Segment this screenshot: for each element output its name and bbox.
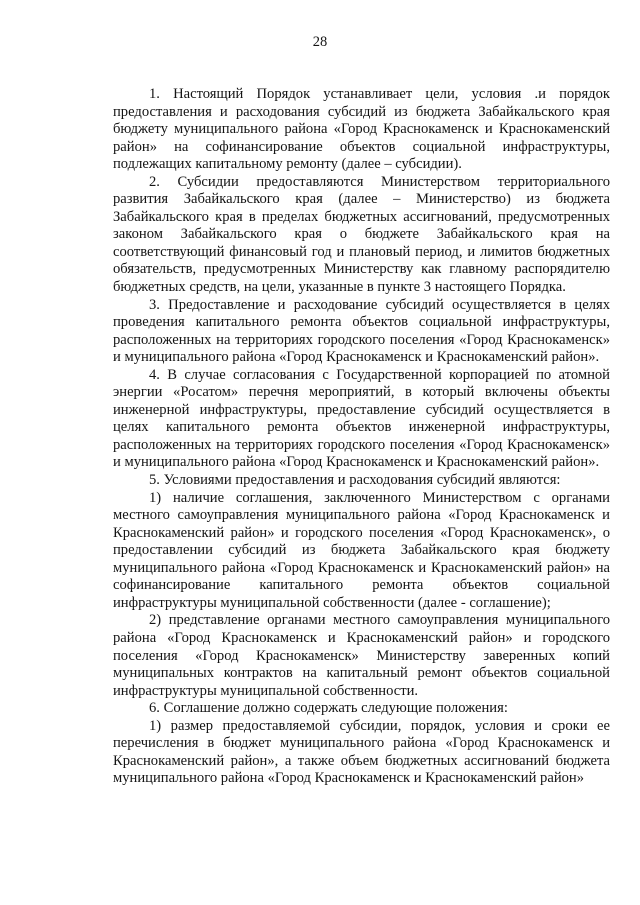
paragraph-2-provision: 2. Субсидии предоставляются Министерством территориального развития Забайкальского края (далее – Министерство) из бюджета Забайкальского края в пределах бюджетных ассигнований, предусмотренных законом Забайкальского края о бюджете Забайкальского края на соответствующий финансовый год и плановый период, и лимитов бюджетных обязательств, предусмотренных Министерству как главному распорядителю бюджетных средств, на цели, указанные в пункте 3 настоящего Порядка. xyxy=(113,173,610,296)
paragraph-5-conditions: 5. Условиями предоставления и расходования субсидий являются: xyxy=(149,472,561,489)
paragraph-3-use: 3. Предоставление и расходование субсидий осуществляется в целях проведения капитального ремонта объектов социальной инфраструктуры, расположенных на территориях городского поселения «Город Краснокаменск» и муниципального района «Город Краснокаменск и Краснокаменский район». xyxy=(113,296,610,366)
paragraph-1-purpose: 1. Настоящий Порядок устанавливает цели, условия .и порядок предоставления и расходования субсидий из бюджета Забайкальского края бюджету муниципального района «Город Краснокаменск и Краснокаменский район» на софинансирование объектов социальной инфраструктуры, подлежащих капитальному ремонту (далее – субсидии). xyxy=(113,86,610,173)
paragraph-6-agreement: 6. Соглашение должно содержать следующие положения: xyxy=(149,700,508,717)
paragraph-4-rosatom: 4. В случае согласования с Государственной корпорацией по атомной энергии «Росатом» перечня мероприятий, в который включены объекты инженерной инфраструктуры, предоставление субсидий осуществляется в целях капитального ремонта объектов инженерной инфраструктуры, расположенных на территориях городского поселения «Город Краснокаменск» и муниципального района «Город Краснокаменск и Краснокаменский район». xyxy=(113,366,610,471)
page-number: 28 xyxy=(312,34,328,50)
paragraph-5-item-1: 1) наличие соглашения, заключенного Министерством с органами местного самоуправления муниципального района «Город Краснокаменск и Краснокаменский район» и городского поселения «Город Краснокаменск», о предоставлении субсидий из бюджета Забайкальского края бюджету муниципального района «Город Краснокаменск и Краснокаменский район» на софинансирование капитального ремонта объектов социальной инфраструктуры муниципальной собственности (далее - соглашение); xyxy=(113,489,610,611)
paragraph-5-item-2: 2) представление органами местного самоуправления муниципального района «Город Краснокаменск и Краснокаменский район» и городского поселения «Город Краснокаменск» Министерству заверенных копий муниципальных контрактов на капитальный ремонт объектов социальной инфраструктуры муниципальной собственности. xyxy=(113,612,610,699)
paragraph-6-item-1: 1) размер предоставляемой субсидии, порядок, условия и сроки ее перечисления в бюджет муниципального района «Город Краснокаменск и Краснокаменский район», а также объем бюджетных ассигнований бюджета муниципального района «Город Краснокаменск и Краснокаменский район» xyxy=(113,717,610,787)
document-body xyxy=(113,86,610,788)
